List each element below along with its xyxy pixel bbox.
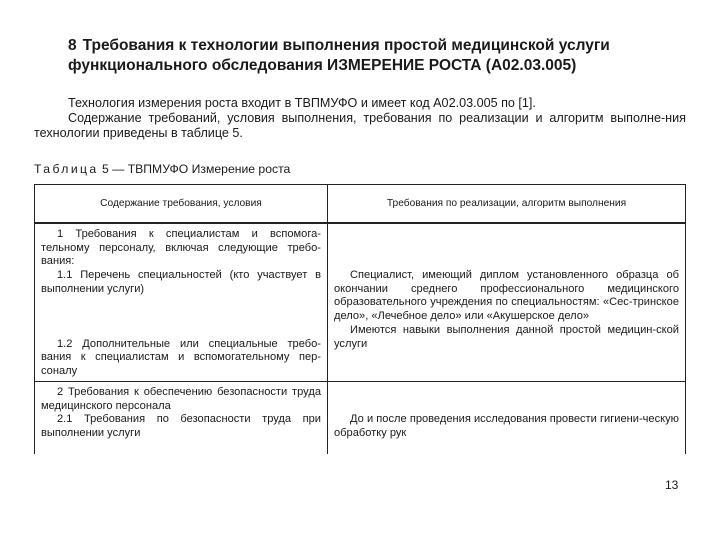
section-heading — [68, 36, 688, 76]
table-row — [35, 224, 685, 382]
requirement-item-1-1: 1.1 Перечень специальностей (кто участвует в выполнении услуги) — [41, 269, 321, 295]
requirement-item-2-1: 2.1 Требования по безопасности труда при выполнении услуги — [41, 413, 321, 440]
section-title-line-2: функционального обследования ИЗМЕРЕНИЕ РОСТА (А02.03.005) — [68, 57, 577, 74]
table-row — [35, 382, 685, 454]
table-cell-requirement — [35, 382, 328, 454]
intro-text — [34, 96, 686, 141]
requirement-item-1-2: 1.2 Дополнительные или специальные требо-вания к специалистам и вспомогательному пер-соналу — [41, 337, 321, 377]
requirement-item-1: 1 Требования к специалистам и вспомога-тельному персоналу, включая следующие требо-вания: — [41, 228, 321, 268]
requirement-item-2: 2 Требования к обеспечению безопасности труда медицинского персонала — [41, 386, 321, 412]
implementation-text-2-1: До и после проведения исследования провести гигиени-ческую обработку рук — [334, 413, 679, 439]
page-number: 13 — [665, 478, 679, 492]
table-header-requirement: Содержание требования, условия — [35, 185, 328, 222]
implementation-text-1-2: Имеются навыки выполнения данной простой медицин-ской услуги — [334, 323, 679, 350]
implementation-text-1-1: Специалист, имеющий диплом установленного образца об окончании среднего профессионального медицинского образовательного учреждения по специальностям: «Сес-тринское дело», «Лечебное дело» или «Акушерское дело» — [334, 269, 679, 323]
table-header-row — [35, 185, 685, 224]
table-caption-title: 5 — ТВПМУФО Измерение роста — [98, 162, 291, 176]
intro-paragraph-1: Технология измерения роста входит в ТВПМУФО и имеет код А02.03.005 по [1]. — [68, 96, 536, 110]
table-cell-implementation — [328, 224, 685, 381]
section-title-line-1: Требования к технологии выполнения простой медицинской услуги — [82, 37, 610, 54]
table-cell-implementation — [328, 382, 685, 454]
section-number: 8 — [68, 37, 77, 54]
requirements-table — [34, 184, 686, 454]
table-cell-requirement — [35, 224, 328, 381]
table-header-implementation: Требования по реализации, алгоритм выполнения — [386, 197, 627, 209]
intro-paragraph-2: Содержание требований, условия выполнения, требования по реализации и алгоритм выполне-ния технологии приведены в таблице 5. — [34, 111, 686, 140]
heading-line-1 — [68, 36, 688, 56]
table-caption-label: Таблица — [34, 162, 99, 176]
table-caption — [34, 162, 290, 177]
